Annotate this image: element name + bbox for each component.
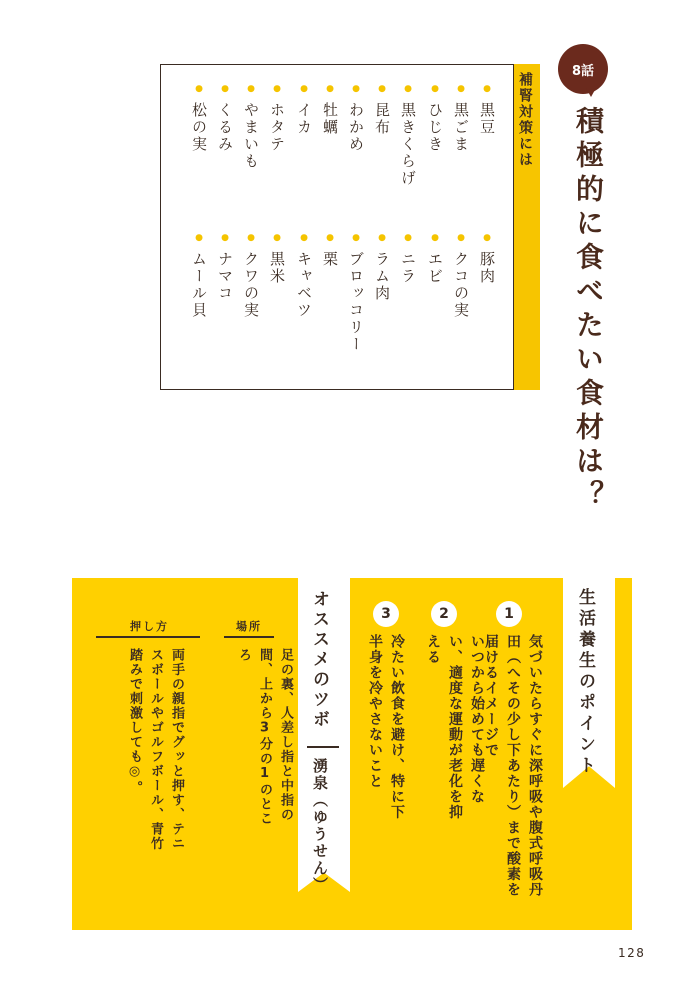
badge-pointer [586,88,596,97]
tsubo-name: 湧泉（ゆうせん） [311,758,329,894]
page-title: 積極的に食べたい食材は？ [572,106,605,514]
food-item: ● ナマコ [215,233,236,302]
foods-box-title: 補腎対策には [517,72,533,168]
page-number: 128 [618,946,646,960]
food-item: ● 牡蠣 [320,84,341,136]
food-item: ● 黒きくらげ [398,84,419,187]
location-heading: 場所 [236,620,262,633]
food-item: ● クコの実 [451,233,472,319]
food-item: ● ムール貝 [189,233,210,319]
location-text: 足の裏、人差し指と中指の間、上から3分の1のところ [236,648,293,826]
food-item: ● 昆布 [372,84,393,136]
food-item: ● イカ [294,84,315,136]
food-item: ● ブロッコリー [346,233,367,353]
food-item: ● クワの実 [241,233,262,319]
lifestyle-point-text: 冷たい飲食を避け、特に下半身を冷やさないこと [367,634,405,820]
food-item: ● 松の実 [189,84,210,153]
food-item: ● 栗 [320,233,341,268]
food-item: ● キャベツ [294,233,315,319]
food-item: ● 豚肉 [477,233,498,285]
lifestyle-point-text: いつから始めても遅くない、適度な運動が老化を抑える [425,634,485,820]
food-item: ● 黒ごま [451,84,472,153]
food-item: ● わかめ [346,84,367,153]
point-number-badge: 1 [496,601,522,627]
tsubo-title: オススメのツボ [309,590,329,730]
point-number-badge: 3 [373,601,399,627]
method-heading: 押し方 [130,620,169,633]
food-item: ● ラム肉 [372,233,393,302]
food-item: ● ひじき [425,84,446,153]
lifestyle-title: 生活養生のポイント [575,588,595,777]
method-text: 両手の親指でグッと押す、テニスボールやゴルフボール、青竹踏みで刺激しても◎。 [127,648,184,851]
food-item: ● やまいも [241,84,262,170]
episode-badge: 8話 [558,44,608,94]
method-rule [96,636,200,638]
food-item: ● ホタテ [267,84,288,153]
food-item: ● ニラ [398,233,419,285]
tsubo-divider [307,746,339,748]
food-item: ● 黒豆 [477,84,498,136]
food-item: ● くるみ [215,84,236,153]
food-item: ● 黒米 [267,233,288,285]
location-rule [224,636,274,638]
food-item: ● エビ [425,233,446,285]
point-number-badge: 2 [431,601,457,627]
lifestyle-point-text: 気づいたらすぐに深呼吸や腹式呼吸丹田（へその少し下あたり）まで酸素を届けるイメージで [483,634,543,898]
